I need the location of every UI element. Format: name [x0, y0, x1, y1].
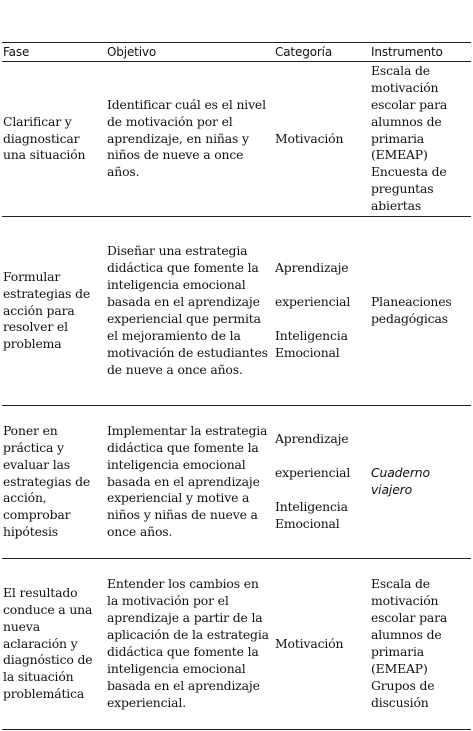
cell-categoria: [274, 406, 370, 559]
cell-instrumento: [370, 559, 471, 730]
header-objetivo: Objetivo: [106, 43, 274, 62]
cell-objetivo: Identificar cuál es el nivel de motivación por el aprendizaje, en niñas y niños de nueve a once años.: [107, 96, 266, 180]
cell-objetivo: Entender los cambios en la motivación por el aprendizaje a partir de la aplicación de la estrategia didáctica que fomente la inteligencia emocional basada en el aprendizaje experiencial.: [107, 576, 269, 710]
instrument-item: Encuesta de preguntas abiertas: [371, 164, 447, 214]
cell-fase: El resultado conduce a una nueva aclaración y diagnóstico de la situación problemática: [3, 584, 93, 702]
category-item: experiencial: [275, 465, 351, 481]
header-instrumento: Instrumento: [370, 43, 471, 62]
category-item: experiencial: [275, 294, 351, 310]
table-row: [2, 62, 471, 217]
research-phases-table: [2, 42, 471, 730]
cell-objetivo: Implementar la estrategia didáctica que fomente la inteligencia emocional basada en el aprendizaje experiencial y motive a niños y niñas de nueve a once años.: [107, 422, 268, 540]
category-item: Aprendizaje: [275, 431, 349, 447]
category-item: Aprendizaje: [275, 260, 349, 276]
cell-categoria: Motivación: [275, 635, 344, 651]
instrument-item: Escala de motivación escolar para alumnos de primaria (EMEAP): [371, 62, 448, 163]
table-row: [2, 217, 471, 406]
header-fase: Fase: [2, 43, 106, 62]
cell-instrumento: Planeaciones pedagógicas: [371, 294, 452, 326]
category-item: Inteligencia Emocional: [275, 499, 348, 531]
cell-objetivo: Diseñar una estrategia didáctica que fomente la inteligencia emocional basada en el aprendizaje experiencial que permita el mejoramiento de la motivación de estudiantes de nueve a once años.: [107, 243, 268, 377]
cell-instrumento: Cuaderno viajero: [371, 465, 430, 497]
cell-instrumento: [370, 62, 471, 217]
cell-fase: Poner en práctica y evaluar las estrategias de acción, comprobar hipótesis: [3, 422, 91, 540]
cell-categoria: Motivación: [275, 130, 344, 146]
table-header: [2, 43, 471, 62]
table-row: [2, 559, 471, 730]
category-item: Inteligencia Emocional: [275, 328, 348, 360]
instrument-item: Escala de motivación escolar para alumnos de primaria (EMEAP): [371, 576, 448, 676]
table-row: [2, 406, 471, 559]
cell-fase: Formular estrategias de acción para resolver el problema: [3, 268, 91, 352]
cell-categoria: [274, 217, 370, 406]
instrument-item: Grupos de discusión: [371, 677, 435, 710]
cell-fase: Clarificar y diagnosticar una situación: [3, 113, 86, 163]
header-categoria: Categoría: [274, 43, 370, 62]
